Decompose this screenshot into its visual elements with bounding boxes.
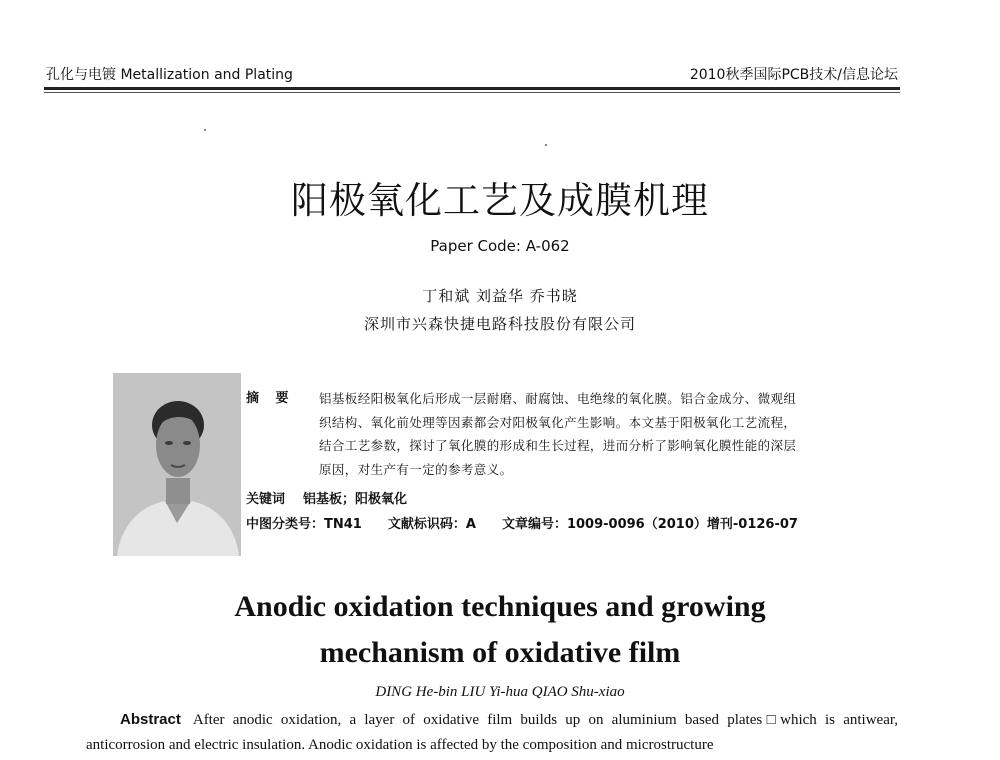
affiliation-cn: 深圳市兴森快捷电路科技股份有限公司 [363, 315, 636, 333]
abstract-en [86, 707, 898, 758]
abstract-cn-line: 原因，对生产有一定的参考意义。 [319, 461, 513, 477]
keywords-value: 铝基板；阳极氧化 [303, 492, 408, 507]
classification-row [246, 513, 798, 532]
doc-code-label: 文献标识码： [387, 517, 466, 532]
paper-title-en [0, 584, 1000, 676]
paper-title-cn: 阳极氧化工艺及成膜机理 [291, 179, 709, 222]
article-number-value: 1009-0096（2010）增刊-0126-07 [566, 517, 798, 532]
doc-code-value: A [465, 517, 476, 532]
clc-label: 中图分类号： [246, 517, 325, 532]
article-number-label: 文章编号： [501, 517, 567, 532]
keywords-row [246, 488, 407, 507]
running-header-left: 孔化与电镀 Metallization and Plating [46, 67, 293, 83]
clc-value: TN41 [324, 517, 362, 532]
abstract-cn-line: 织结构、氧化前处理等因素都会对阳极氧化产生影响。本文基于阳极氧化工艺流程， [319, 414, 797, 430]
abstract-en-text: After anodic oxidation, a layer of oxidative film builds up on aluminium based plates□which is antiwear, anticorrosion and electric insulation. Anodic oxidation is affected by the composition and microstructure [86, 712, 898, 753]
authors-en: DING He-bin LIU Yi-hua QIAO Shu-xiao [375, 684, 625, 700]
abstract-en-label: Abstract [120, 711, 181, 728]
running-header-right: 2010秋季国际PCB技术/信息论坛 [689, 67, 898, 83]
paper-title-en-line: mechanism of oxidative film [319, 636, 681, 669]
abstract-cn-label: 摘 要 [246, 391, 295, 406]
paper-title-en-line: Anodic oxidation techniques and growing [234, 590, 766, 623]
paper-code: Paper Code: A-062 [430, 237, 570, 255]
abstract-cn-line: 铝基板经阳极氧化后形成一层耐磨、耐腐蚀、电绝缘的氧化膜。铝合金成分、微观组 [319, 391, 797, 406]
header-rule-thick [44, 87, 900, 90]
abstract-cn-line: 结合工艺参数，探讨了氧化膜的形成和生长过程，进而分析了影响氧化膜性能的深层 [319, 438, 797, 453]
scan-speck [204, 129, 206, 131]
keywords-label: 关键词 [246, 492, 286, 507]
scan-speck [545, 144, 547, 146]
author-photo [113, 373, 241, 556]
header-rule-thin [44, 92, 900, 93]
authors-cn: 丁和斌 刘益华 乔书晓 [422, 287, 578, 305]
abstract-cn-text [319, 387, 897, 481]
